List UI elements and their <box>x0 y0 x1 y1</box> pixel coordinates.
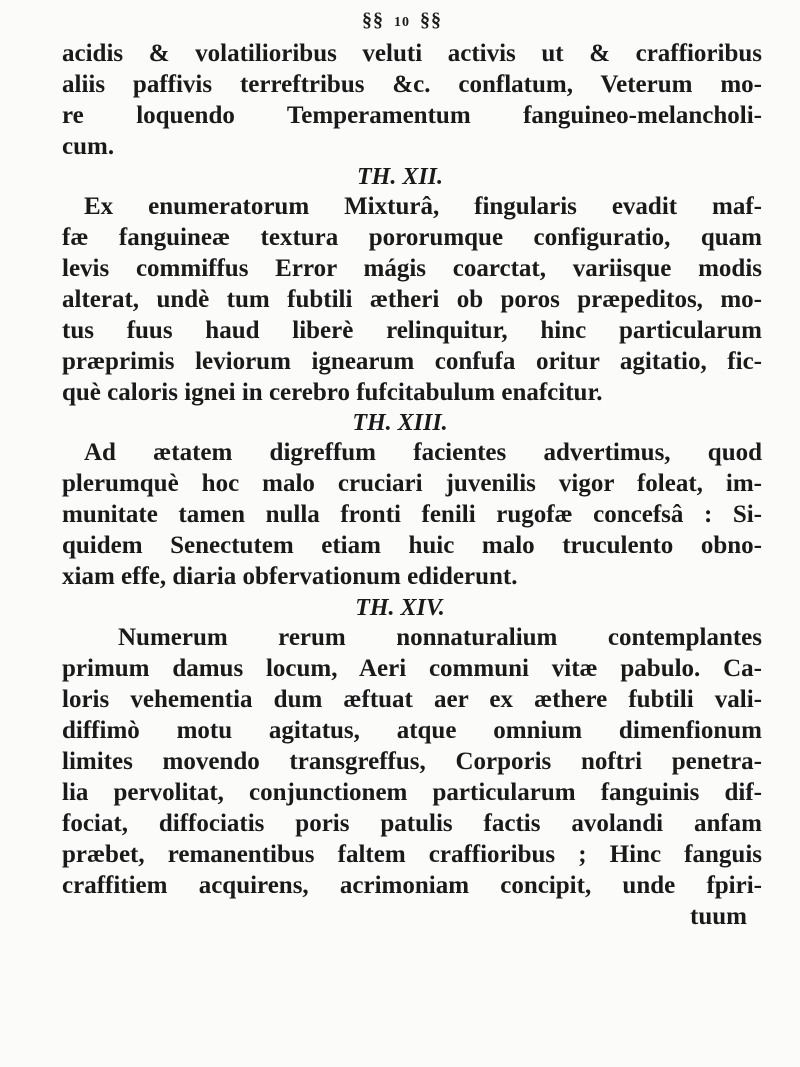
text-line: Numerum rerum nonnaturalium contemplantes <box>118 624 762 651</box>
header-ornament-left: §§ <box>362 9 384 31</box>
page-header <box>362 6 442 37</box>
text-line: primum damus locum, Aeri communi vitæ pabulo. Ca- <box>62 655 762 682</box>
folio-number: 10 <box>394 15 410 30</box>
catchword: tuum <box>690 903 747 930</box>
text-line: munitate tamen nulla fronti fenili rugofæ concefsâ : Si- <box>62 501 762 528</box>
text-line: fociat, diffociatis poris patulis factis avolandi anfam <box>62 810 762 837</box>
text-line: præprimis leviorum ignearum confufa oritur agitatio, fic- <box>62 348 762 375</box>
text-line: re loquendo Temperamentum fanguineo-melancholi- <box>62 102 762 129</box>
text-line: quidem Senectutem etiam huic malo truculento obno- <box>62 532 762 559</box>
text-line: què caloris ignei in cerebro fufcitabulum enafcitur. <box>62 379 603 406</box>
text-line: diffimò motu agitatus, atque omnium dimenfionum <box>62 717 762 744</box>
text-line: præbet, remanentibus faltem craffioribus ; Hinc fanguis <box>62 841 762 868</box>
text-line: acidis & volatilioribus veluti activis ut & craffioribus <box>62 40 762 67</box>
section-heading: TH. XII. <box>356 164 443 190</box>
text-line: levis commiffus Error mágis coarctat, variisque modis <box>62 255 762 282</box>
section-heading: TH. XIV. <box>355 595 445 621</box>
text-line: aliis paffivis terreftribus &c. conflatum, Veterum mo- <box>62 71 762 98</box>
text-line: plerumquè hoc malo cruciari juvenilis vigor foleat, im- <box>62 470 762 497</box>
text-line: Ex enumeratorum Mixturâ, fingularis evadit maf- <box>84 193 762 220</box>
text-line: xiam effe, diaria obfervationum ediderunt. <box>62 563 518 590</box>
text-line: cum. <box>62 133 115 160</box>
text-line: Ad ætatem digreffum facientes advertimus, quod <box>84 439 762 466</box>
text-line: alterat, undè tum fubtili ætheri ob poros præpeditos, mo- <box>62 286 762 313</box>
text-line: fæ fanguineæ textura pororumque configuratio, quam <box>62 224 762 251</box>
section-heading: TH. XIII. <box>352 410 448 436</box>
header-ornament-right: §§ <box>420 9 442 31</box>
text-line: craffitiem acquirens, acrimoniam concipit, unde fpiri- <box>62 872 762 899</box>
text-line: limites movendo transgreffus, Corporis noftri penetra- <box>62 748 762 775</box>
text-line: lia pervolitat, conjunctionem particularum fanguinis dif- <box>62 779 762 806</box>
text-line: tus fuus haud liberè relinquitur, hinc particularum <box>62 317 762 344</box>
text-line: loris vehementia dum æftuat aer ex æthere fubtili vali- <box>62 686 762 713</box>
